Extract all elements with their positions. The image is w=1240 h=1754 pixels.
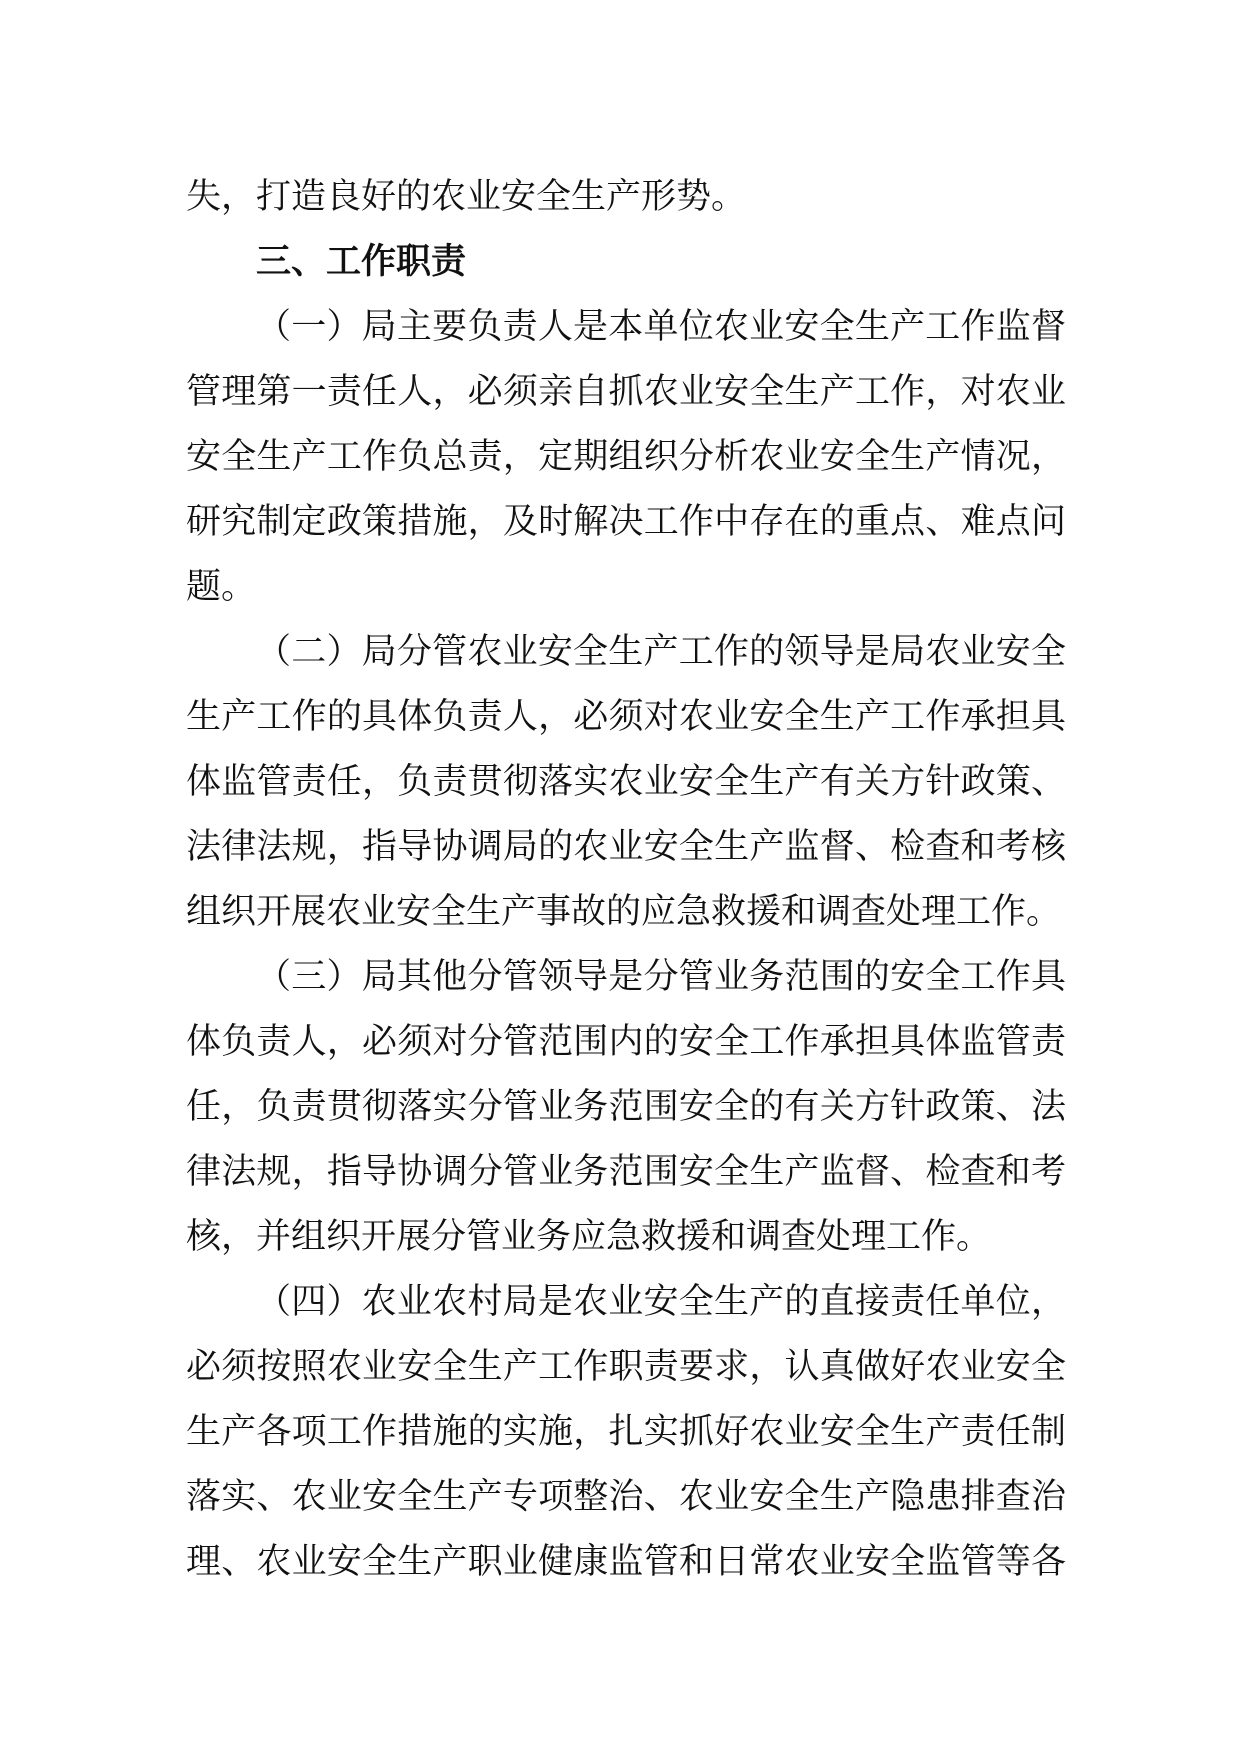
paragraph-1-line: （一）局主要负责人是本单位农业安全生产工作监督 [256,307,1066,347]
paragraph-3-line: 律法规，指导协调分管业务范围安全生产监督、检查和考 [186,1152,1066,1192]
paragraph-4-line: 必须按照农业安全生产工作职责要求，认真做好农业安全 [186,1347,1066,1387]
paragraph-4-line: 落实、农业安全生产专项整治、农业安全生产隐患排查治 [186,1477,1066,1517]
section-heading: 三、工作职责 [256,242,467,282]
paragraph-3-line: 核，并组织开展分管业务应急救援和调查处理工作。 [186,1217,992,1257]
paragraph-3-line: 任，负责贯彻落实分管业务范围安全的有关方针政策、法 [186,1087,1066,1127]
paragraph-2-line: （二）局分管农业安全生产工作的领导是局农业安全 [256,632,1066,672]
paragraph-3-line: （三）局其他分管领导是分管业务范围的安全工作具 [256,957,1066,997]
paragraph-2-line: 生产工作的具体负责人，必须对农业安全生产工作承担具 [186,697,1066,737]
paragraph-2-line: 组织开展农业安全生产事故的应急救援和调查处理工作。 [186,892,1062,932]
paragraph-3-line: 体负责人，必须对分管范围内的安全工作承担具体监管责 [186,1022,1066,1062]
paragraph-1-line: 研究制定政策措施，及时解决工作中存在的重点、难点问 [186,502,1066,542]
text-line: 失，打造良好的农业安全生产形势。 [186,177,747,217]
paragraph-2-line: 法律法规，指导协调局的农业安全生产监督、检查和考核 [186,827,1066,867]
paragraph-1-line: 管理第一责任人，必须亲自抓农业安全生产工作，对农业 [186,372,1066,412]
paragraph-1-line: 题。 [186,567,257,607]
document-body [186,165,1066,1595]
paragraph-2-line: 体监管责任，负责贯彻落实农业安全生产有关方针政策、 [186,762,1066,802]
paragraph-4-line: （四）农业农村局是农业安全生产的直接责任单位， [256,1282,1066,1322]
paragraph-1-line: 安全生产工作负总责，定期组织分析农业安全生产情况， [186,437,1066,477]
paragraph-4-line: 生产各项工作措施的实施，扎实抓好农业安全生产责任制 [186,1412,1066,1452]
paragraph-4-line: 理、农业安全生产职业健康监管和日常农业安全监管等各 [186,1542,1066,1582]
